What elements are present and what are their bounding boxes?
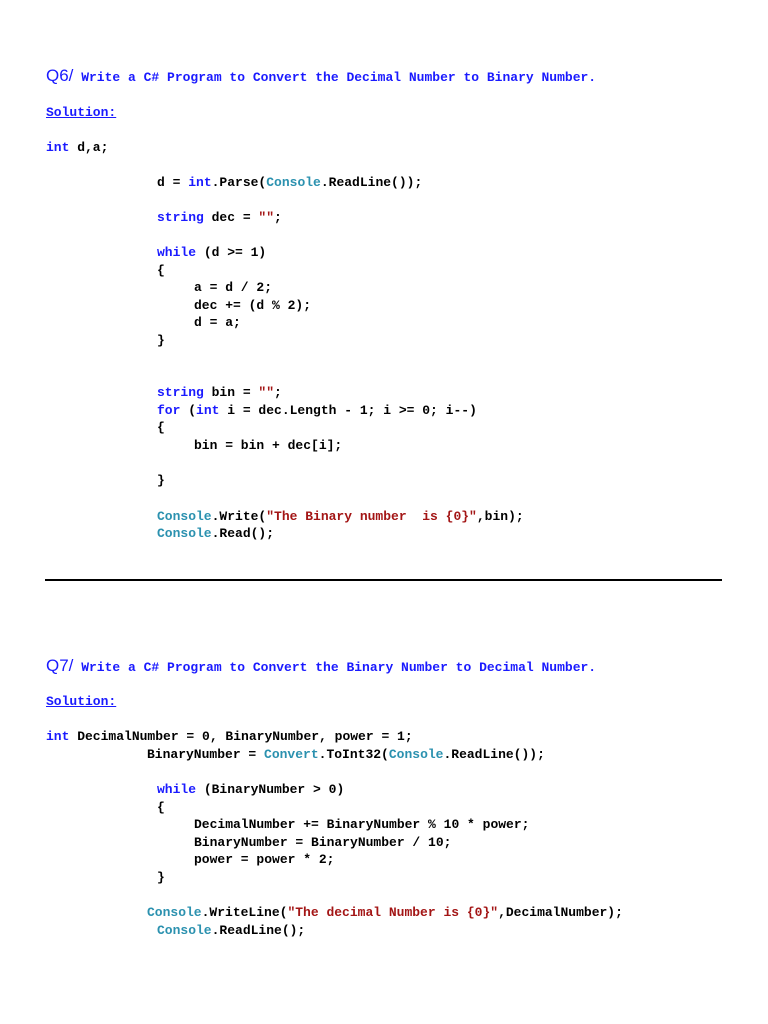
keyword: while	[157, 782, 197, 797]
class-name: Console	[147, 905, 202, 920]
q6-code-line	[46, 140, 108, 156]
q7-heading	[46, 658, 596, 676]
code-text: .ReadLine());	[320, 175, 423, 190]
class-name: Console	[388, 747, 444, 762]
q7-code-line: power = power * 2;	[194, 852, 335, 867]
q6-code-line	[157, 385, 282, 401]
code-text: DecimalNumber = 0, BinaryNumber, power = 1;	[69, 729, 413, 744]
q7-code-line	[147, 905, 623, 921]
q6-code-line	[157, 403, 477, 419]
q7-code-line: BinaryNumber = BinaryNumber / 10;	[194, 835, 452, 850]
q7-code-line: {	[157, 800, 165, 815]
q7-number: Q7/	[46, 656, 74, 675]
code-text: ,bin);	[476, 509, 524, 524]
code-text: .WriteLine(	[201, 905, 288, 920]
q6-code-line	[157, 210, 282, 226]
string-literal: "The decimal Number is {0}"	[287, 905, 499, 920]
code-text: dec =	[203, 210, 259, 225]
q6-code-line: {	[157, 263, 165, 278]
keyword: int	[196, 403, 220, 418]
keyword: int	[188, 175, 212, 190]
q6-code-line: }	[157, 333, 165, 348]
q6-code-line: d = a;	[194, 315, 241, 330]
code-text: .Read();	[211, 526, 275, 541]
keyword: string	[157, 210, 204, 225]
q6-code-line: }	[157, 473, 165, 488]
code-text: (d >= 1)	[196, 245, 267, 260]
q6-code-line: bin = bin + dec[i];	[194, 438, 343, 453]
code-text: d =	[157, 175, 189, 190]
q6-question: Write a C# Program to Convert the Decimal Number to Binary Number.	[73, 70, 597, 85]
class-name: Console	[266, 175, 321, 190]
q6-code-line	[157, 509, 524, 525]
keyword: for	[157, 403, 181, 418]
q7-question: Write a C# Program to Convert the Binary Number to Decimal Number.	[73, 660, 597, 675]
keyword: while	[157, 245, 197, 260]
code-text: (	[180, 403, 197, 418]
code-text: .Parse(	[211, 175, 267, 190]
q7-code-line: }	[157, 870, 165, 885]
code-text: bin =	[203, 385, 259, 400]
q7-code-line	[157, 782, 344, 798]
class-name: Convert	[264, 747, 319, 762]
code-text: ;	[274, 210, 282, 225]
code-text: .ReadLine();	[211, 923, 306, 938]
q6-code-line	[157, 175, 422, 191]
q6-code-line: dec += (d % 2);	[194, 298, 312, 313]
section-divider	[45, 579, 722, 581]
q7-code-line	[157, 923, 305, 939]
q6-number: Q6/	[46, 66, 74, 85]
q6-code-line	[157, 526, 274, 542]
class-name: Console	[157, 923, 212, 938]
q6-code-line	[157, 245, 266, 261]
q6-code-line: a = d / 2;	[194, 280, 273, 295]
code-text: ,DecimalNumber);	[498, 905, 623, 920]
string-literal: ""	[258, 385, 275, 400]
class-name: Console	[157, 509, 212, 524]
class-name: Console	[157, 526, 212, 541]
keyword: int	[46, 140, 70, 155]
q7-solution-label: Solution:	[46, 694, 117, 709]
code-text: .Write(	[211, 509, 267, 524]
q6-code-line: {	[157, 420, 165, 435]
code-text: (BinaryNumber > 0)	[196, 782, 345, 797]
q6-heading	[46, 68, 596, 86]
code-text: i = dec.Length - 1; i >= 0; i--)	[219, 403, 477, 418]
q7-code-line	[46, 729, 413, 745]
q7-code-line	[147, 747, 545, 763]
keyword: string	[157, 385, 204, 400]
string-literal: ""	[258, 210, 275, 225]
code-text: ;	[274, 385, 282, 400]
keyword: int	[46, 729, 70, 744]
code-text: BinaryNumber =	[147, 747, 265, 762]
code-text: d,a;	[69, 140, 109, 155]
q7-code-line: DecimalNumber += BinaryNumber % 10 * power;	[194, 817, 530, 832]
string-literal: "The Binary number is {0}"	[266, 509, 477, 524]
code-text: .ReadLine());	[443, 747, 545, 762]
code-text: .ToInt32(	[318, 747, 389, 762]
q6-solution-label: Solution:	[46, 105, 117, 120]
